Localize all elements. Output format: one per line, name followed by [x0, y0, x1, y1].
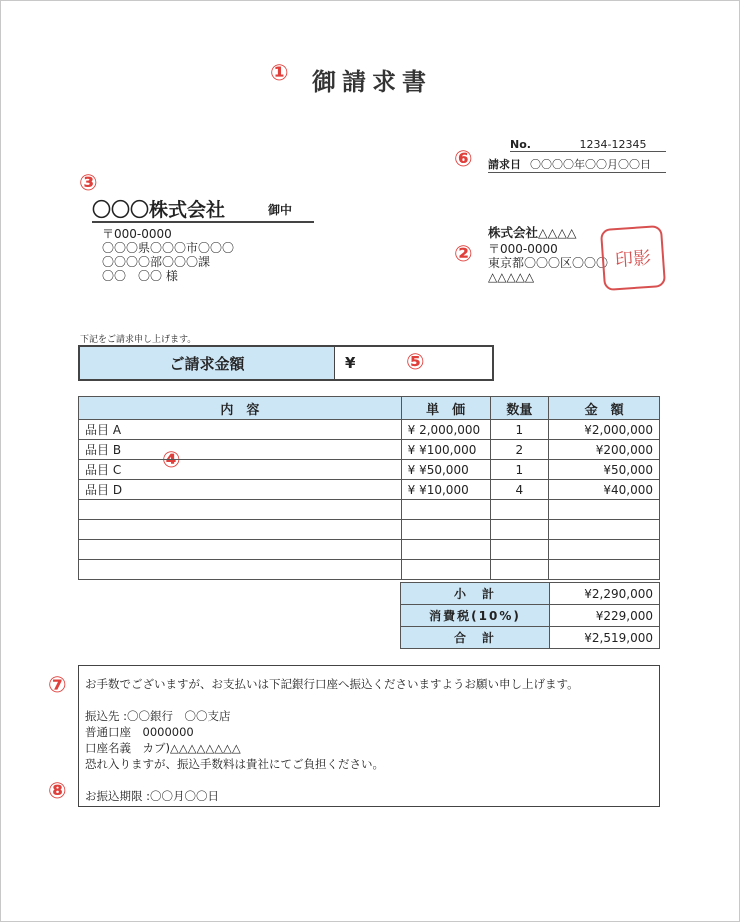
note-deadline: お振込期限 :〇〇月〇〇日 [85, 789, 220, 803]
doc-number [510, 138, 666, 152]
item-amount: ¥2,000,000 [549, 420, 660, 440]
table-row [79, 520, 660, 540]
item-description [79, 540, 402, 560]
item-description: 品目 C [79, 460, 402, 480]
item-amount: ¥200,000 [549, 440, 660, 460]
item-quantity [490, 520, 549, 540]
table-row [79, 480, 660, 500]
items-table [78, 396, 660, 580]
header-unit-price: 単 価 [401, 397, 490, 420]
header-description: 内 容 [79, 397, 402, 420]
recipient-address-line: 〇〇 〇〇 様 [102, 269, 178, 283]
item-quantity [490, 540, 549, 560]
note-holder: 口座名義 カブ)△△△△△△△△ [85, 741, 241, 755]
item-description: 品目 B [79, 440, 402, 460]
document-title: 御請求書 [312, 68, 432, 96]
item-quantity: 1 [490, 460, 549, 480]
header-amount: 金 額 [549, 397, 660, 420]
amount-box [78, 345, 494, 381]
item-amount: ¥40,000 [549, 480, 660, 500]
marker-4: ④ [162, 448, 181, 473]
item-unit-price: ¥ ¥10,000 [401, 480, 490, 500]
marker-7: ⑦ [48, 673, 67, 698]
marker-5: ⑤ [406, 350, 425, 375]
item-quantity [490, 560, 549, 580]
table-row [79, 500, 660, 520]
note-account: 普通口座 0000000 [85, 725, 194, 739]
item-quantity: 2 [490, 440, 549, 460]
marker-1: ① [270, 61, 289, 86]
issuer-address-line: △△△△△ [488, 270, 535, 284]
total-label: 合 計 [401, 627, 550, 649]
item-description: 品目 A [79, 420, 402, 440]
recipient-address-line: 〒000-0000 [102, 227, 172, 241]
doc-date [488, 156, 666, 173]
table-row [79, 560, 660, 580]
tax-value: ¥229,000 [550, 605, 660, 627]
subtotal-row [401, 583, 660, 605]
recipient-honorific: 御中 [268, 203, 293, 217]
item-amount [549, 500, 660, 520]
item-amount [549, 560, 660, 580]
doc-date-label: 請求日 [488, 158, 521, 171]
lead-text: 下記をご請求申し上げます。 [80, 335, 197, 345]
totals-table [400, 582, 660, 649]
subtotal-value: ¥2,290,000 [550, 583, 660, 605]
item-unit-price [401, 540, 490, 560]
amount-currency: ¥ [345, 354, 356, 372]
amount-label: ご請求金額 [80, 347, 335, 379]
item-unit-price [401, 500, 490, 520]
item-quantity: 4 [490, 480, 549, 500]
total-value: ¥2,519,000 [550, 627, 660, 649]
seal-stamp: 印影 [600, 225, 666, 291]
note-intro: お手数でございますが、お支払いは下記銀行口座へ振込くださいますようお願い申し上げます。 [85, 677, 579, 691]
item-unit-price [401, 520, 490, 540]
marker-6: ⑥ [454, 147, 473, 172]
item-unit-price: ¥ ¥100,000 [401, 440, 490, 460]
item-unit-price: ¥ 2,000,000 [401, 420, 490, 440]
item-description [79, 560, 402, 580]
issuer-block [488, 226, 608, 284]
issuer-address-line: 〒000-0000 [488, 242, 558, 256]
recipient-address-line: 〇〇〇県〇〇〇市〇〇〇 [102, 241, 235, 255]
note-fee: 恐れ入りますが、振込手数料は貴社にてご負担ください。 [85, 757, 384, 771]
recipient-address-line: 〇〇〇〇部〇〇〇課 [102, 255, 211, 269]
item-unit-price [401, 560, 490, 580]
item-amount [549, 520, 660, 540]
marker-2: ② [454, 242, 473, 267]
issuer-company: 株式会社△△△△ [488, 225, 577, 240]
note-bank: 振込先 :〇〇銀行 〇〇支店 [85, 709, 231, 723]
doc-date-value: 〇〇〇〇年〇〇月〇〇日 [530, 158, 651, 171]
doc-number-label: No. [510, 138, 531, 151]
table-row [79, 420, 660, 440]
item-description [79, 500, 402, 520]
payment-note [78, 665, 660, 807]
total-row [401, 627, 660, 649]
item-quantity [490, 500, 549, 520]
item-unit-price: ¥ ¥50,000 [401, 460, 490, 480]
recipient-heading [92, 195, 314, 223]
header-quantity: 数量 [490, 397, 549, 420]
table-row [79, 460, 660, 480]
subtotal-label: 小 計 [401, 583, 550, 605]
item-quantity: 1 [490, 420, 549, 440]
table-row [79, 440, 660, 460]
item-description: 品目 D [79, 480, 402, 500]
item-description [79, 520, 402, 540]
issuer-address-line: 東京都〇〇〇区〇〇〇 [488, 256, 609, 270]
doc-number-value: 1234-12345 [579, 138, 647, 151]
recipient-address [102, 227, 234, 283]
recipient-company: 〇〇〇株式会社 [92, 199, 226, 221]
table-row [79, 540, 660, 560]
tax-label: 消費税(10%) [401, 605, 550, 627]
marker-3: ③ [79, 171, 98, 196]
item-amount [549, 540, 660, 560]
tax-row [401, 605, 660, 627]
marker-8: ⑧ [48, 779, 67, 804]
item-amount: ¥50,000 [549, 460, 660, 480]
